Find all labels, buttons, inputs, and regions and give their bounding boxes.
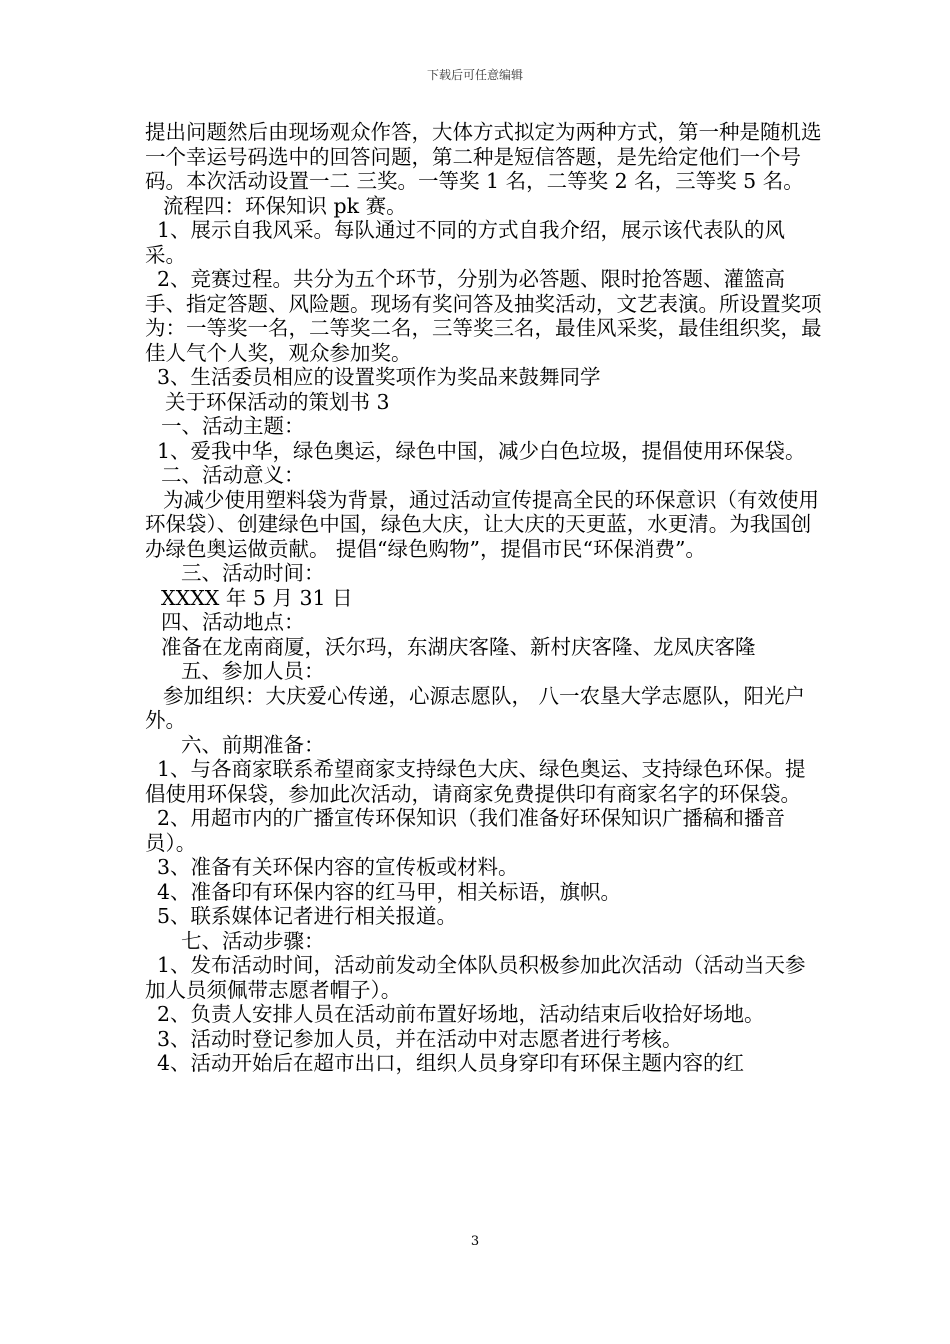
paragraph: 1、发布活动时间，活动前发动全体队员积极参加此次活动（活动当天参加人员须佩带志愿者帽子）。	[145, 953, 806, 1002]
paragraph: 五、参加人员：	[181, 659, 325, 683]
paragraph: 四、活动地点：	[161, 610, 305, 634]
paragraph: 三、活动时间：	[181, 561, 325, 585]
paragraph: 1、展示自我风采。每队通过不同的方式自我介绍，展示该代表队的风采。	[145, 218, 786, 267]
paragraph: 2、用超市内的广播宣传环保知识（我们准备好环保知识广播稿和播音员）。	[145, 806, 786, 855]
paragraph: 一、活动主题：	[161, 414, 305, 438]
paragraph: 3、准备有关环保内容的宣传板或材料。	[157, 855, 519, 879]
page-number: 3	[470, 1234, 480, 1249]
paragraph: 3、生活委员相应的设置奖项作为奖品来鼓舞同学	[157, 365, 601, 389]
paragraph: 4、准备印有环保内容的红马甲，相关标语，旗帜。	[157, 879, 622, 904]
paragraph: 4、活动开始后在超市出口，组织人员身穿印有环保主题内容的红	[157, 1051, 745, 1075]
paragraph: 为减少使用塑料袋为背景，通过活动宣传提高全民的环保意识（有效使用环保袋）、创建绿色中国，绿色大庆，让大庆的天更蓝，水更清。为我国创办绿色奥运做贡献。 提倡“绿色购物”，提倡市民“环保消费”。	[145, 487, 819, 561]
paragraph: 流程四：环保知识 pk 赛。	[163, 193, 407, 218]
document-body	[145, 120, 825, 1076]
paragraph: 准备在龙南商厦，沃尔玛，东湖庆客隆、新村庆客隆、龙凤庆客隆	[161, 634, 756, 659]
paragraph: 2、竞赛过程。共分为五个环节，分别为必答题、限时抢答题、灌篮高手、指定答题、风险题。现场有奖问答及抽奖活动，文艺表演。所设置奖项为：一等奖一名，二等奖二名，三等奖三名，最佳风采奖，最佳组织奖，最佳人气个人奖，观众参加奖。	[145, 267, 822, 365]
paragraph: 七、活动步骤：	[181, 928, 325, 953]
paragraph: XXXX 年 5 月 31 日	[161, 585, 353, 610]
paragraph: 关于环保活动的策划书 3	[165, 389, 390, 414]
paragraph: 六、前期准备：	[181, 732, 325, 757]
paragraph: 1、爱我中华，绿色奥运，绿色中国，减少白色垃圾，提倡使用环保袋。	[157, 438, 806, 463]
paragraph: 1、与各商家联系希望商家支持绿色大庆、绿色奥运、支持绿色环保。提倡使用环保袋，参加此次活动，请商家免费提供印有商家名字的环保袋。	[145, 757, 806, 806]
paragraph: 5、联系媒体记者进行相关报道。	[157, 904, 458, 928]
paragraph: 参加组织：大庆爱心传递，心源志愿队， 八一农垦大学志愿队，阳光户外。	[145, 683, 806, 732]
paragraph: 2、负责人安排人员在活动前布置好场地，活动结束后收拾好场地。	[157, 1002, 765, 1026]
paragraph: 提出问题然后由现场观众作答，大体方式拟定为两种方式，第一种是随机选一个幸运号码选中的回答问题，第二种是短信答题，是先给定他们一个号码。本次活动设置一二 三奖。一等奖 1 名，二等奖 2 名，三等奖 5 名。	[145, 120, 822, 193]
paragraph: 二、活动意义：	[161, 463, 305, 487]
page-header: 下载后可任意编辑	[426, 68, 523, 82]
paragraph: 3、活动时登记参加人员，并在活动中对志愿者进行考核。	[157, 1026, 683, 1051]
